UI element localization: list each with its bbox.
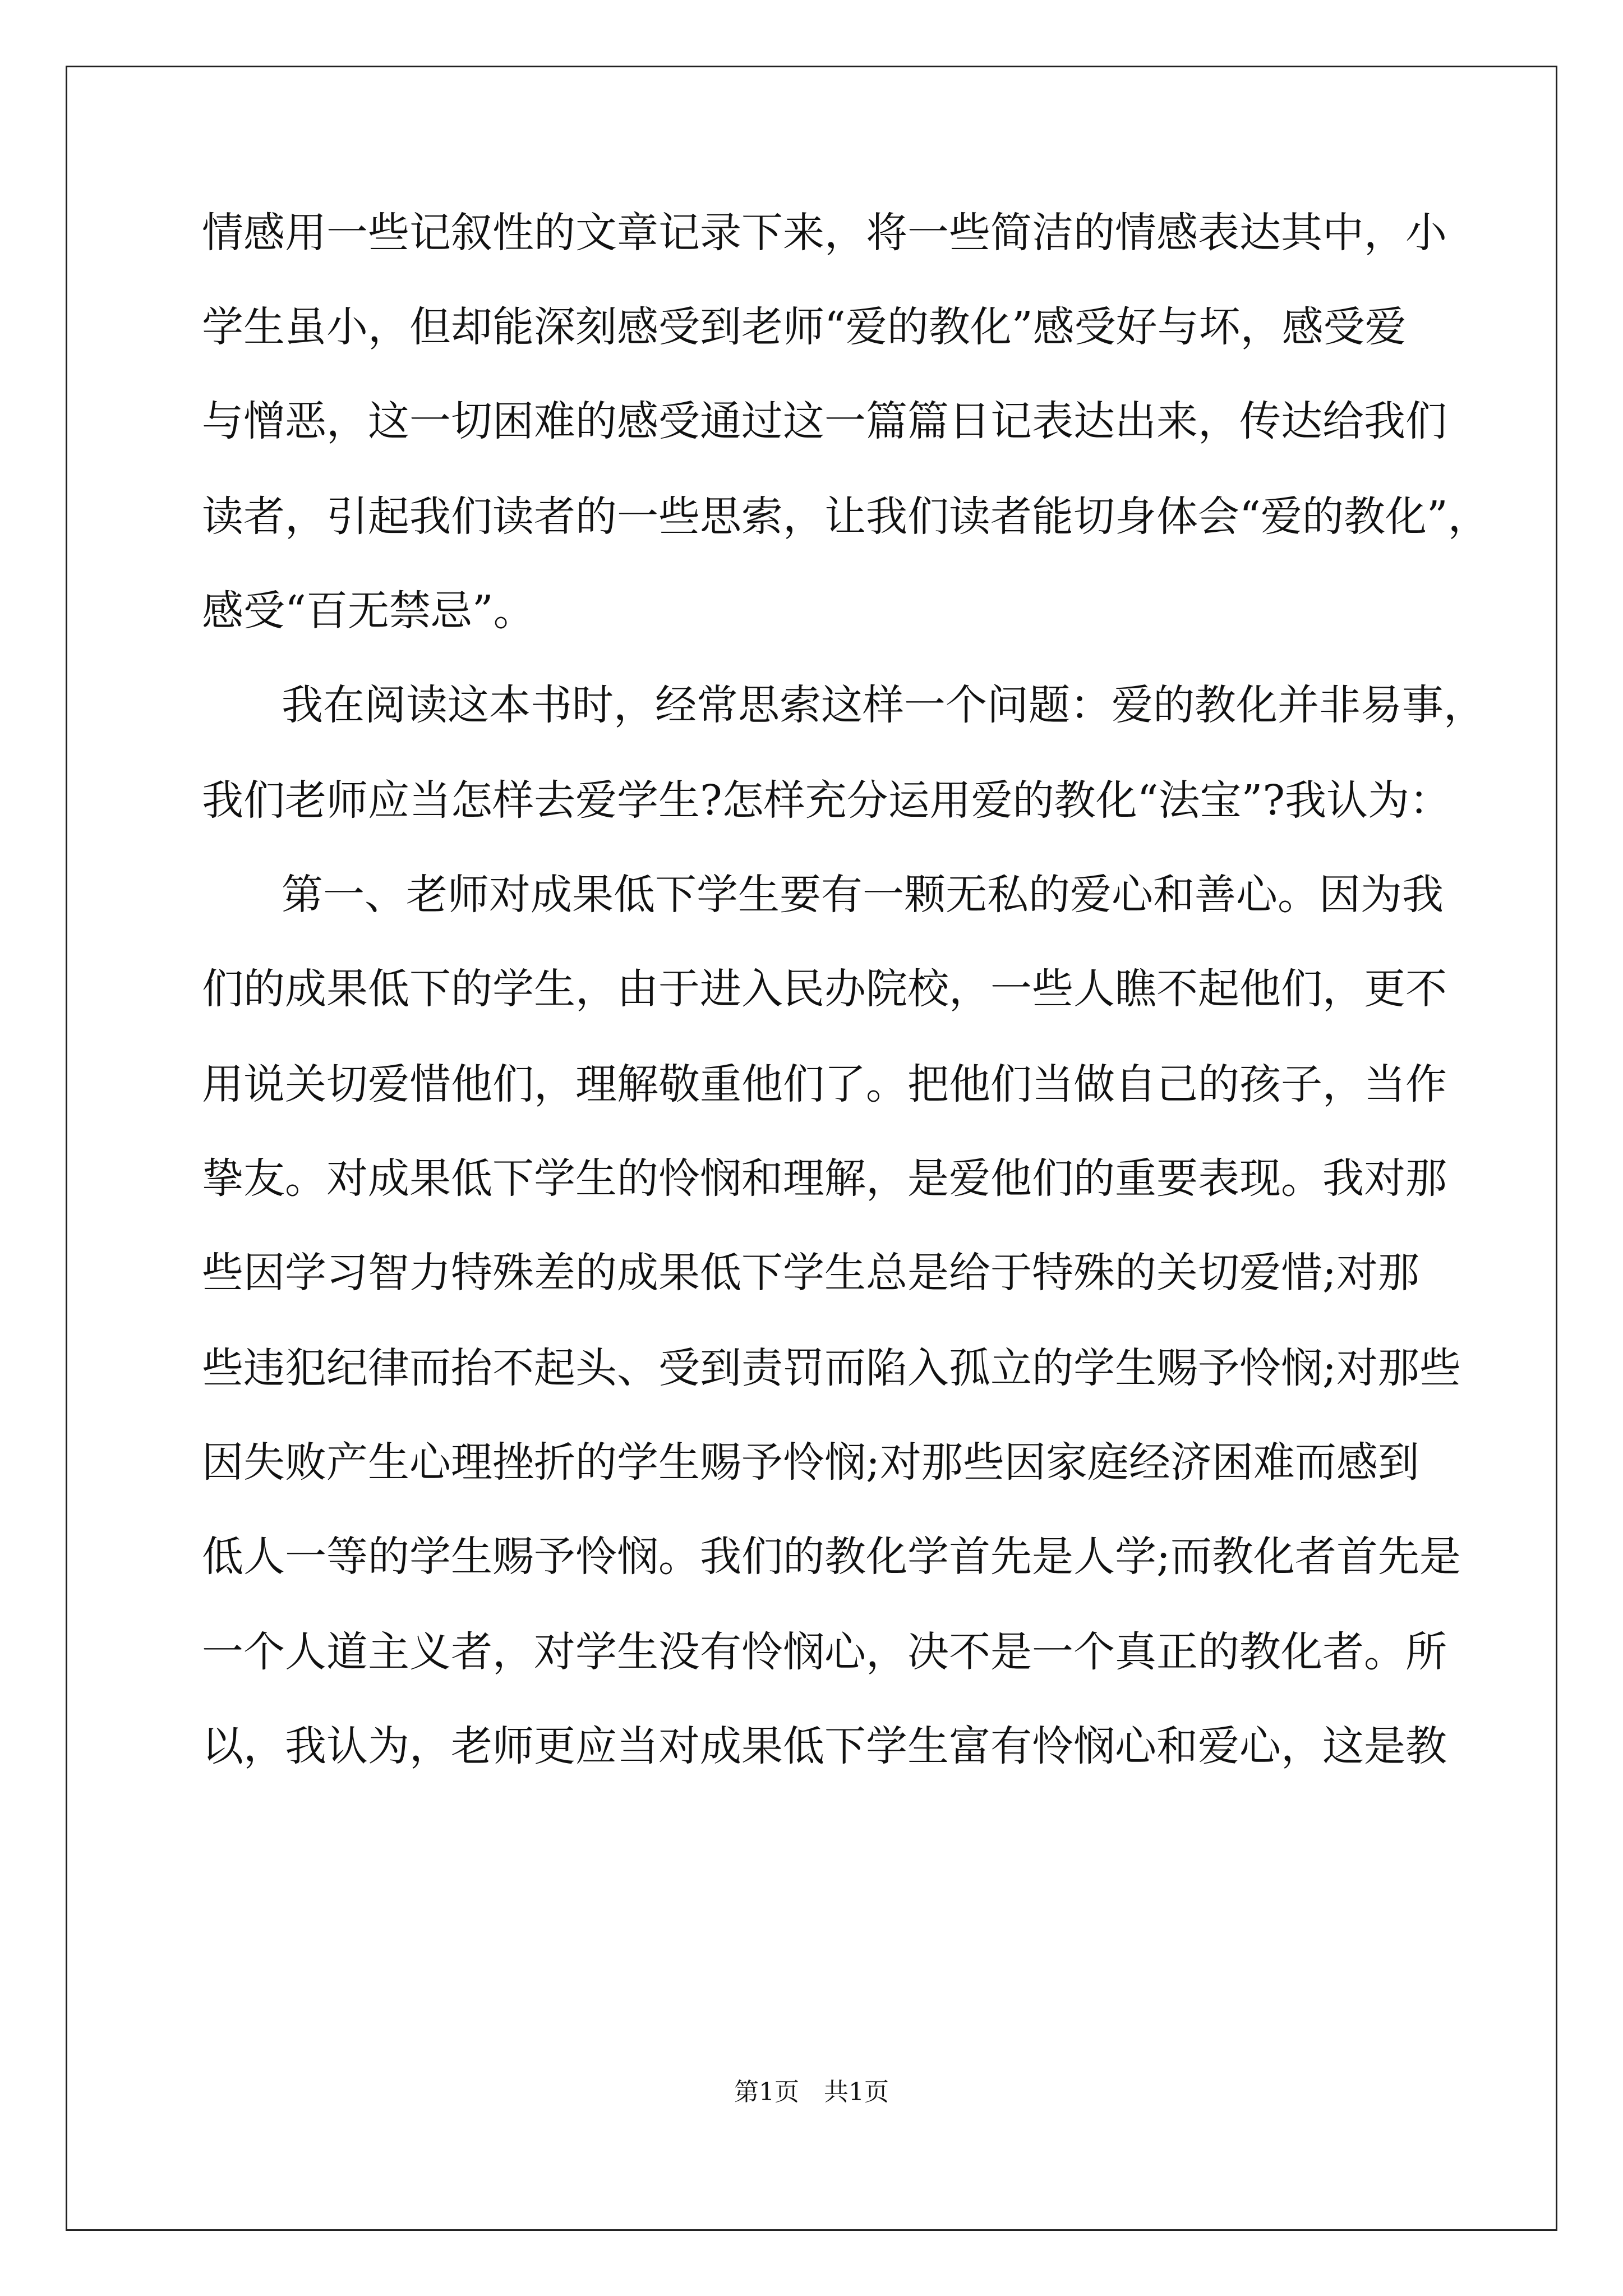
text-line: 一个人道主义者，对学生没有怜悯心，决不是一个真正的教化者。所 xyxy=(202,1628,1447,1676)
text-line: 们的成果低下的学生，由于进入民办院校，一些人瞧不起他们，更不 xyxy=(202,965,1447,1013)
text-line: 用说关切爱惜他们，理解敬重他们了。把他们当做自己的孩子，当作 xyxy=(202,1060,1447,1108)
text-line: 读者，引起我们读者的一些思索，让我们读者能切身体会“爱的教化”， xyxy=(202,493,1490,541)
text-line: 情感用一些记叙性的文章记录下来，将一些简洁的情感表达其中，小 xyxy=(202,209,1447,257)
text-line: 我们老师应当怎样去爱学生?怎样充分运用爱的教化“法宝”?我认为： xyxy=(202,776,1451,825)
paragraph-first-line: 第一、老师对成果低下学生要有一颗无私的爱心和善心。因为我 xyxy=(282,871,1444,919)
text-line: 以，我认为，老师更应当对成果低下学生富有怜悯心和爱心，这是教 xyxy=(202,1722,1447,1770)
text-line: 些因学习智力特殊差的成果低下学生总是给于特殊的关切爱惜;对那 xyxy=(202,1249,1419,1297)
text-line: 低人一等的学生赐予怜悯。我们的教化学首先是人学;而教化者首先是 xyxy=(202,1533,1461,1581)
page-footer: 第1页 共1页 xyxy=(734,2078,889,2106)
text-line: 因失败产生心理挫折的学生赐予怜悯;对那些因家庭经济困难而感到 xyxy=(202,1438,1419,1487)
text-line: 学生虽小，但却能深刻感受到老师“爱的教化”感受好与坏，感受爱 xyxy=(202,303,1407,351)
paragraph-first-line: 我在阅读这本书时，经常思索这样一个问题：爱的教化并非易事， xyxy=(282,681,1485,729)
text-line: 挚友。对成果低下学生的怜悯和理解，是爱他们的重要表现。我对那 xyxy=(202,1154,1447,1203)
text-line: 些违犯纪律而抬不起头、受到责罚而陷入孤立的学生赐予怜悯;对那些 xyxy=(202,1344,1461,1392)
text-line: 与憎恶，这一切困难的感受通过这一篇篇日记表达出来，传达给我们 xyxy=(202,397,1447,445)
text-line: 感受“百无禁忌”。 xyxy=(202,587,535,635)
